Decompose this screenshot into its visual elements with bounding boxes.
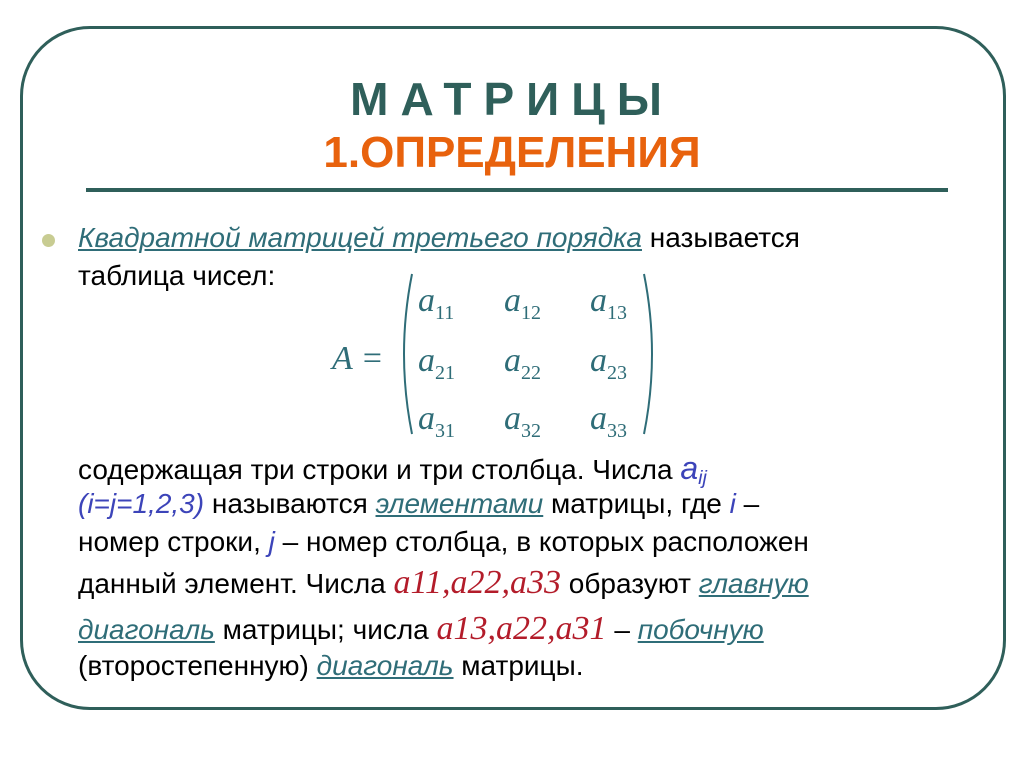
intro-line-2: таблица чисел: bbox=[78, 260, 276, 291]
matrix-cell: $a_{31}$ bbox=[418, 400, 455, 442]
matrix-cell: $a_{23}$ bbox=[590, 342, 627, 384]
element-aij: $a_{ij}$ bbox=[680, 450, 707, 489]
matrix-cell: $a_{12}$ bbox=[504, 282, 541, 324]
intro-line-1: Квадратной матрицей третьего порядка называется bbox=[78, 222, 800, 253]
term-square-matrix: Квадратной матрицей третьего порядка bbox=[78, 222, 642, 253]
body-line-2: (i=j=1,2,3) называются элементами матрицы, где i – bbox=[78, 488, 760, 519]
matrix-cell: $a_{33}$ bbox=[590, 400, 627, 442]
matrix-cell: $a_{32}$ bbox=[504, 400, 541, 442]
bullet-icon bbox=[42, 234, 55, 247]
body-line-5: диагональ матрицы; числа a13,a22,a31 – побочную bbox=[78, 610, 764, 647]
body-line-1: содержащая три строки и три столбца. Числа $a_{ij}$ bbox=[78, 450, 707, 489]
matrix-cell: $a_{13}$ bbox=[590, 282, 627, 324]
body-line-4: данный элемент. Числа a11,a22,a33 образуют главную bbox=[78, 564, 809, 601]
matrix-cell: $a_{11}$ bbox=[418, 282, 455, 324]
title-divider bbox=[86, 188, 948, 192]
term-side: побочную bbox=[637, 614, 764, 645]
matrix-cell: $a_{22}$ bbox=[504, 342, 541, 384]
slide-subtitle: 1.ОПРЕДЕЛЕНИЯ bbox=[323, 128, 701, 177]
body-line-3: номер строки, j – номер столбца, в которых расположен bbox=[78, 526, 809, 557]
term-diagonal-2: диагональ bbox=[316, 650, 454, 681]
term-diagonal: диагональ bbox=[78, 614, 215, 645]
term-elements: элементами bbox=[375, 488, 544, 519]
term-main: главную bbox=[698, 568, 809, 599]
matrix-label: A = bbox=[332, 340, 384, 377]
matrix-cell: $a_{21}$ bbox=[418, 342, 455, 384]
body-line-6: (второстепенную) диагональ матрицы. bbox=[78, 650, 584, 681]
left-paren-icon bbox=[394, 272, 416, 436]
right-paren-icon bbox=[640, 272, 662, 436]
side-diagonal-elements: a13,a22,a31 bbox=[436, 610, 607, 647]
main-diagonal-elements: a11,a22,a33 bbox=[393, 564, 562, 601]
slide-title: МАТРИЦЫ bbox=[350, 73, 674, 125]
